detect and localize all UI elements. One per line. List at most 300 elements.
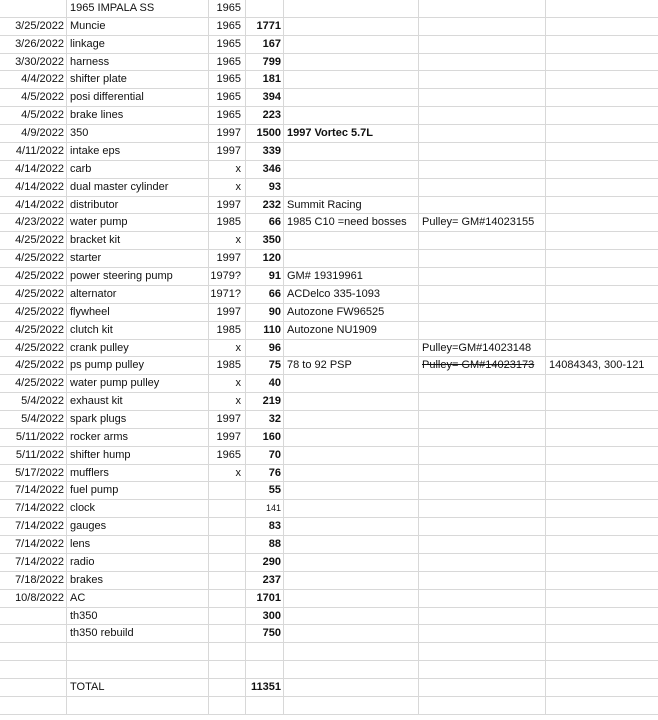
item-cell[interactable] bbox=[67, 590, 209, 608]
note3-cell[interactable] bbox=[546, 429, 658, 447]
item-cell-text: shifter plate bbox=[70, 73, 127, 86]
note-cell[interactable] bbox=[284, 340, 419, 358]
note3-cell[interactable] bbox=[546, 590, 658, 608]
note3-cell[interactable] bbox=[546, 625, 658, 643]
item-cell[interactable] bbox=[67, 465, 209, 483]
note3-cell[interactable] bbox=[546, 536, 658, 554]
note-cell[interactable] bbox=[284, 518, 419, 536]
item-cell[interactable] bbox=[67, 697, 209, 715]
year-cell[interactable] bbox=[209, 590, 246, 608]
cost-cell-text: 160 bbox=[262, 430, 281, 443]
cost-cell[interactable] bbox=[246, 286, 284, 304]
item-cell[interactable] bbox=[67, 107, 209, 125]
note-cell[interactable] bbox=[284, 393, 419, 411]
year-cell[interactable] bbox=[209, 554, 246, 572]
date-cell[interactable] bbox=[0, 268, 67, 286]
date-cell[interactable] bbox=[0, 554, 67, 572]
cost-cell[interactable] bbox=[246, 536, 284, 554]
note3-cell[interactable] bbox=[546, 661, 658, 679]
note-cell[interactable] bbox=[284, 143, 419, 161]
note-cell[interactable] bbox=[284, 679, 419, 697]
note2-cell[interactable] bbox=[419, 250, 546, 268]
item-cell[interactable] bbox=[67, 411, 209, 429]
item-cell[interactable] bbox=[67, 536, 209, 554]
note3-cell[interactable] bbox=[546, 572, 658, 590]
year-cell[interactable] bbox=[209, 268, 246, 286]
note2-cell[interactable] bbox=[419, 518, 546, 536]
item-cell[interactable] bbox=[67, 304, 209, 322]
cost-cell[interactable] bbox=[246, 357, 284, 375]
date-cell[interactable] bbox=[0, 608, 67, 626]
table-row bbox=[0, 518, 658, 536]
table-row bbox=[0, 375, 658, 393]
note3-cell[interactable] bbox=[546, 36, 658, 54]
note3-cell[interactable] bbox=[546, 411, 658, 429]
note3-cell[interactable] bbox=[546, 482, 658, 500]
note-cell[interactable] bbox=[284, 322, 419, 340]
table-row bbox=[0, 447, 658, 465]
date-cell[interactable] bbox=[0, 465, 67, 483]
note3-cell[interactable] bbox=[546, 304, 658, 322]
note2-cell[interactable] bbox=[419, 340, 546, 358]
cost-cell[interactable] bbox=[246, 89, 284, 107]
date-cell[interactable] bbox=[0, 322, 67, 340]
year-cell-text: 1979? bbox=[210, 270, 241, 283]
cost-cell[interactable] bbox=[246, 554, 284, 572]
date-cell[interactable] bbox=[0, 179, 67, 197]
item-cell[interactable] bbox=[67, 608, 209, 626]
note2-cell[interactable] bbox=[419, 143, 546, 161]
date-cell[interactable] bbox=[0, 536, 67, 554]
year-cell[interactable] bbox=[209, 465, 246, 483]
date-cell[interactable] bbox=[0, 518, 67, 536]
cost-cell[interactable] bbox=[246, 125, 284, 143]
note2-cell[interactable] bbox=[419, 500, 546, 518]
note2-cell[interactable] bbox=[419, 161, 546, 179]
note3-cell[interactable] bbox=[546, 340, 658, 358]
year-cell[interactable] bbox=[209, 214, 246, 232]
note3-cell[interactable] bbox=[546, 161, 658, 179]
cost-cell-text: 300 bbox=[262, 609, 281, 622]
note3-cell[interactable] bbox=[546, 375, 658, 393]
note2-cell[interactable] bbox=[419, 590, 546, 608]
cost-cell[interactable] bbox=[246, 393, 284, 411]
cost-cell[interactable] bbox=[246, 179, 284, 197]
item-cell[interactable] bbox=[67, 554, 209, 572]
note2-cell[interactable] bbox=[419, 304, 546, 322]
cost-cell[interactable] bbox=[246, 0, 284, 18]
cost-cell-text: 75 bbox=[268, 359, 281, 372]
item-cell[interactable] bbox=[67, 179, 209, 197]
date-cell[interactable] bbox=[0, 232, 67, 250]
table-row bbox=[0, 304, 658, 322]
note-cell[interactable] bbox=[284, 286, 419, 304]
note-cell[interactable] bbox=[284, 590, 419, 608]
year-cell-text: 1997 bbox=[216, 252, 241, 265]
item-cell[interactable] bbox=[67, 197, 209, 215]
item-cell[interactable] bbox=[67, 679, 209, 697]
note-cell[interactable] bbox=[284, 250, 419, 268]
note3-cell[interactable] bbox=[546, 232, 658, 250]
year-cell[interactable] bbox=[209, 143, 246, 161]
note3-cell[interactable] bbox=[546, 107, 658, 125]
note3-cell[interactable] bbox=[546, 71, 658, 89]
cost-cell[interactable] bbox=[246, 197, 284, 215]
year-cell[interactable] bbox=[209, 125, 246, 143]
note-cell[interactable] bbox=[284, 697, 419, 715]
note-cell[interactable] bbox=[284, 661, 419, 679]
year-cell[interactable] bbox=[209, 500, 246, 518]
item-cell[interactable] bbox=[67, 447, 209, 465]
date-cell[interactable] bbox=[0, 214, 67, 232]
note2-cell[interactable] bbox=[419, 214, 546, 232]
year-cell[interactable] bbox=[209, 54, 246, 72]
table-row bbox=[0, 697, 658, 715]
note2-cell[interactable] bbox=[419, 18, 546, 36]
item-cell[interactable] bbox=[67, 322, 209, 340]
item-cell[interactable] bbox=[67, 643, 209, 661]
year-cell[interactable] bbox=[209, 0, 246, 18]
item-cell[interactable] bbox=[67, 250, 209, 268]
note-cell[interactable] bbox=[284, 89, 419, 107]
note-cell[interactable] bbox=[284, 625, 419, 643]
item-cell[interactable] bbox=[67, 357, 209, 375]
date-cell[interactable] bbox=[0, 0, 67, 18]
cost-cell[interactable] bbox=[246, 54, 284, 72]
item-cell[interactable] bbox=[67, 661, 209, 679]
note3-cell[interactable] bbox=[546, 54, 658, 72]
date-cell-text: 7/14/2022 bbox=[15, 555, 64, 568]
note2-cell[interactable] bbox=[419, 71, 546, 89]
date-cell[interactable] bbox=[0, 679, 67, 697]
year-cell[interactable] bbox=[209, 643, 246, 661]
note2-cell[interactable] bbox=[419, 286, 546, 304]
cost-cell[interactable] bbox=[246, 214, 284, 232]
date-cell[interactable] bbox=[0, 197, 67, 215]
note-cell[interactable] bbox=[284, 554, 419, 572]
item-cell[interactable] bbox=[67, 268, 209, 286]
note2-cell[interactable] bbox=[419, 429, 546, 447]
year-cell[interactable] bbox=[209, 625, 246, 643]
note-cell[interactable] bbox=[284, 179, 419, 197]
note2-cell[interactable] bbox=[419, 0, 546, 18]
date-cell[interactable] bbox=[0, 71, 67, 89]
cost-cell[interactable] bbox=[246, 518, 284, 536]
year-cell[interactable] bbox=[209, 232, 246, 250]
note-cell[interactable] bbox=[284, 71, 419, 89]
year-cell-text: x bbox=[235, 466, 241, 479]
date-cell[interactable] bbox=[0, 625, 67, 643]
note-cell[interactable] bbox=[284, 465, 419, 483]
date-cell[interactable] bbox=[0, 161, 67, 179]
note2-cell[interactable] bbox=[419, 36, 546, 54]
note3-cell[interactable] bbox=[546, 554, 658, 572]
year-cell[interactable] bbox=[209, 36, 246, 54]
note2-cell[interactable] bbox=[419, 89, 546, 107]
note2-cell[interactable] bbox=[419, 107, 546, 125]
year-cell[interactable] bbox=[209, 429, 246, 447]
note3-cell[interactable] bbox=[546, 357, 658, 375]
item-cell[interactable] bbox=[67, 71, 209, 89]
date-cell[interactable] bbox=[0, 340, 67, 358]
cost-cell-text: 750 bbox=[262, 627, 281, 640]
note-cell[interactable] bbox=[284, 214, 419, 232]
cost-cell[interactable] bbox=[246, 465, 284, 483]
date-cell[interactable] bbox=[0, 36, 67, 54]
item-cell[interactable] bbox=[67, 89, 209, 107]
note2-cell[interactable] bbox=[419, 536, 546, 554]
year-cell[interactable] bbox=[209, 286, 246, 304]
note2-cell[interactable] bbox=[419, 572, 546, 590]
note2-cell[interactable] bbox=[419, 554, 546, 572]
year-cell[interactable] bbox=[209, 179, 246, 197]
note-cell[interactable] bbox=[284, 375, 419, 393]
item-cell[interactable] bbox=[67, 482, 209, 500]
note-cell[interactable] bbox=[284, 304, 419, 322]
cost-cell[interactable] bbox=[246, 590, 284, 608]
year-cell[interactable] bbox=[209, 322, 246, 340]
note-cell[interactable] bbox=[284, 161, 419, 179]
item-cell[interactable] bbox=[67, 232, 209, 250]
note3-cell[interactable] bbox=[546, 197, 658, 215]
date-cell[interactable] bbox=[0, 18, 67, 36]
note3-cell[interactable] bbox=[546, 286, 658, 304]
note2-cell[interactable] bbox=[419, 411, 546, 429]
year-cell[interactable] bbox=[209, 107, 246, 125]
cost-cell[interactable] bbox=[246, 107, 284, 125]
item-cell[interactable] bbox=[67, 500, 209, 518]
item-cell[interactable] bbox=[67, 518, 209, 536]
item-cell[interactable] bbox=[67, 143, 209, 161]
cost-cell[interactable] bbox=[246, 608, 284, 626]
year-cell[interactable] bbox=[209, 572, 246, 590]
note-cell[interactable] bbox=[284, 54, 419, 72]
note2-cell[interactable] bbox=[419, 179, 546, 197]
date-cell[interactable] bbox=[0, 107, 67, 125]
item-cell-text: flywheel bbox=[70, 305, 110, 318]
note3-cell[interactable] bbox=[546, 697, 658, 715]
date-cell[interactable] bbox=[0, 125, 67, 143]
cost-cell[interactable] bbox=[246, 304, 284, 322]
year-cell[interactable] bbox=[209, 250, 246, 268]
note3-cell[interactable] bbox=[546, 447, 658, 465]
year-cell[interactable] bbox=[209, 393, 246, 411]
note3-cell[interactable] bbox=[546, 250, 658, 268]
date-cell[interactable] bbox=[0, 500, 67, 518]
note3-cell[interactable] bbox=[546, 679, 658, 697]
cost-cell[interactable] bbox=[246, 447, 284, 465]
note2-cell[interactable] bbox=[419, 679, 546, 697]
note3-cell[interactable] bbox=[546, 143, 658, 161]
cost-cell[interactable] bbox=[246, 71, 284, 89]
note3-cell[interactable] bbox=[546, 89, 658, 107]
cost-cell[interactable] bbox=[246, 500, 284, 518]
note-cell[interactable] bbox=[284, 357, 419, 375]
cost-cell[interactable] bbox=[246, 322, 284, 340]
date-cell[interactable] bbox=[0, 89, 67, 107]
date-cell-text: 10/8/2022 bbox=[15, 591, 64, 604]
item-cell[interactable] bbox=[67, 286, 209, 304]
year-cell[interactable] bbox=[209, 197, 246, 215]
cost-cell[interactable] bbox=[246, 268, 284, 286]
note3-cell[interactable] bbox=[546, 125, 658, 143]
item-cell[interactable] bbox=[67, 161, 209, 179]
cost-cell[interactable] bbox=[246, 661, 284, 679]
year-cell[interactable] bbox=[209, 608, 246, 626]
cost-cell[interactable] bbox=[246, 697, 284, 715]
date-cell[interactable] bbox=[0, 393, 67, 411]
item-cell[interactable] bbox=[67, 214, 209, 232]
note3-cell[interactable] bbox=[546, 0, 658, 18]
item-cell[interactable] bbox=[67, 429, 209, 447]
year-cell[interactable] bbox=[209, 375, 246, 393]
year-cell[interactable] bbox=[209, 697, 246, 715]
date-cell[interactable] bbox=[0, 304, 67, 322]
item-cell[interactable] bbox=[67, 54, 209, 72]
year-cell[interactable] bbox=[209, 518, 246, 536]
item-cell[interactable] bbox=[67, 0, 209, 18]
note2-cell[interactable] bbox=[419, 697, 546, 715]
note-cell[interactable] bbox=[284, 268, 419, 286]
note-cell[interactable] bbox=[284, 536, 419, 554]
note3-cell[interactable] bbox=[546, 500, 658, 518]
date-cell[interactable] bbox=[0, 357, 67, 375]
year-cell[interactable] bbox=[209, 447, 246, 465]
cost-cell[interactable] bbox=[246, 411, 284, 429]
note2-cell[interactable] bbox=[419, 322, 546, 340]
cost-cell[interactable] bbox=[246, 375, 284, 393]
item-cell[interactable] bbox=[67, 125, 209, 143]
date-cell[interactable] bbox=[0, 643, 67, 661]
note-cell[interactable] bbox=[284, 197, 419, 215]
date-cell[interactable] bbox=[0, 143, 67, 161]
date-cell[interactable] bbox=[0, 482, 67, 500]
year-cell[interactable] bbox=[209, 357, 246, 375]
note-cell[interactable] bbox=[284, 0, 419, 18]
note3-cell[interactable] bbox=[546, 268, 658, 286]
note2-cell-text: Pulley= GM#14023155 bbox=[422, 216, 535, 229]
year-cell[interactable] bbox=[209, 18, 246, 36]
note-cell[interactable] bbox=[284, 429, 419, 447]
date-cell[interactable] bbox=[0, 54, 67, 72]
note-cell[interactable] bbox=[284, 572, 419, 590]
note2-cell[interactable] bbox=[419, 54, 546, 72]
cost-cell[interactable] bbox=[246, 232, 284, 250]
cost-cell[interactable] bbox=[246, 625, 284, 643]
date-cell[interactable] bbox=[0, 411, 67, 429]
note-cell[interactable] bbox=[284, 232, 419, 250]
note2-cell[interactable] bbox=[419, 608, 546, 626]
note2-cell[interactable] bbox=[419, 125, 546, 143]
cost-cell[interactable] bbox=[246, 572, 284, 590]
note-cell[interactable] bbox=[284, 500, 419, 518]
item-cell-text: 350 bbox=[70, 127, 89, 140]
year-cell[interactable] bbox=[209, 71, 246, 89]
note2-cell[interactable] bbox=[419, 375, 546, 393]
year-cell[interactable] bbox=[209, 89, 246, 107]
note-cell[interactable] bbox=[284, 36, 419, 54]
date-cell[interactable] bbox=[0, 375, 67, 393]
year-cell[interactable] bbox=[209, 536, 246, 554]
year-cell[interactable] bbox=[209, 679, 246, 697]
cost-cell[interactable] bbox=[246, 143, 284, 161]
note3-cell[interactable] bbox=[546, 179, 658, 197]
note2-cell[interactable] bbox=[419, 447, 546, 465]
note-cell[interactable] bbox=[284, 608, 419, 626]
year-cell[interactable] bbox=[209, 340, 246, 358]
note-cell[interactable] bbox=[284, 482, 419, 500]
note3-cell[interactable] bbox=[546, 18, 658, 36]
note2-cell[interactable] bbox=[419, 357, 546, 375]
cost-cell[interactable] bbox=[246, 679, 284, 697]
note2-cell[interactable] bbox=[419, 643, 546, 661]
year-cell[interactable] bbox=[209, 304, 246, 322]
note2-cell[interactable] bbox=[419, 465, 546, 483]
year-cell[interactable] bbox=[209, 161, 246, 179]
cost-cell[interactable] bbox=[246, 36, 284, 54]
cost-cell[interactable] bbox=[246, 161, 284, 179]
note2-cell[interactable] bbox=[419, 197, 546, 215]
note3-cell[interactable] bbox=[546, 518, 658, 536]
cost-cell[interactable] bbox=[246, 643, 284, 661]
date-cell[interactable] bbox=[0, 250, 67, 268]
table-row bbox=[0, 107, 658, 125]
item-cell[interactable] bbox=[67, 36, 209, 54]
note-cell[interactable] bbox=[284, 411, 419, 429]
note2-cell[interactable] bbox=[419, 661, 546, 679]
note-cell[interactable] bbox=[284, 643, 419, 661]
note3-cell[interactable] bbox=[546, 465, 658, 483]
note2-cell[interactable] bbox=[419, 393, 546, 411]
note-cell[interactable] bbox=[284, 447, 419, 465]
item-cell[interactable] bbox=[67, 340, 209, 358]
note2-cell[interactable] bbox=[419, 625, 546, 643]
note2-cell[interactable] bbox=[419, 268, 546, 286]
note3-cell[interactable] bbox=[546, 322, 658, 340]
date-cell[interactable] bbox=[0, 572, 67, 590]
note-cell[interactable] bbox=[284, 107, 419, 125]
date-cell[interactable] bbox=[0, 661, 67, 679]
year-cell[interactable] bbox=[209, 482, 246, 500]
year-cell[interactable] bbox=[209, 661, 246, 679]
note3-cell[interactable] bbox=[546, 393, 658, 411]
date-cell[interactable] bbox=[0, 286, 67, 304]
cost-cell[interactable] bbox=[246, 340, 284, 358]
note-cell[interactable] bbox=[284, 18, 419, 36]
note3-cell[interactable] bbox=[546, 643, 658, 661]
cost-cell-text: 70 bbox=[268, 448, 281, 461]
item-cell[interactable] bbox=[67, 572, 209, 590]
note2-cell[interactable] bbox=[419, 482, 546, 500]
date-cell[interactable] bbox=[0, 429, 67, 447]
note3-cell[interactable] bbox=[546, 608, 658, 626]
note2-cell[interactable] bbox=[419, 232, 546, 250]
item-cell[interactable] bbox=[67, 375, 209, 393]
year-cell[interactable] bbox=[209, 411, 246, 429]
item-cell[interactable] bbox=[67, 18, 209, 36]
note-cell[interactable] bbox=[284, 125, 419, 143]
item-cell[interactable] bbox=[67, 625, 209, 643]
note3-cell[interactable] bbox=[546, 214, 658, 232]
item-cell[interactable] bbox=[67, 393, 209, 411]
cost-cell[interactable] bbox=[246, 250, 284, 268]
date-cell[interactable] bbox=[0, 697, 67, 715]
date-cell[interactable] bbox=[0, 590, 67, 608]
cost-cell[interactable] bbox=[246, 482, 284, 500]
cost-cell[interactable] bbox=[246, 429, 284, 447]
cost-cell[interactable] bbox=[246, 18, 284, 36]
date-cell[interactable] bbox=[0, 447, 67, 465]
